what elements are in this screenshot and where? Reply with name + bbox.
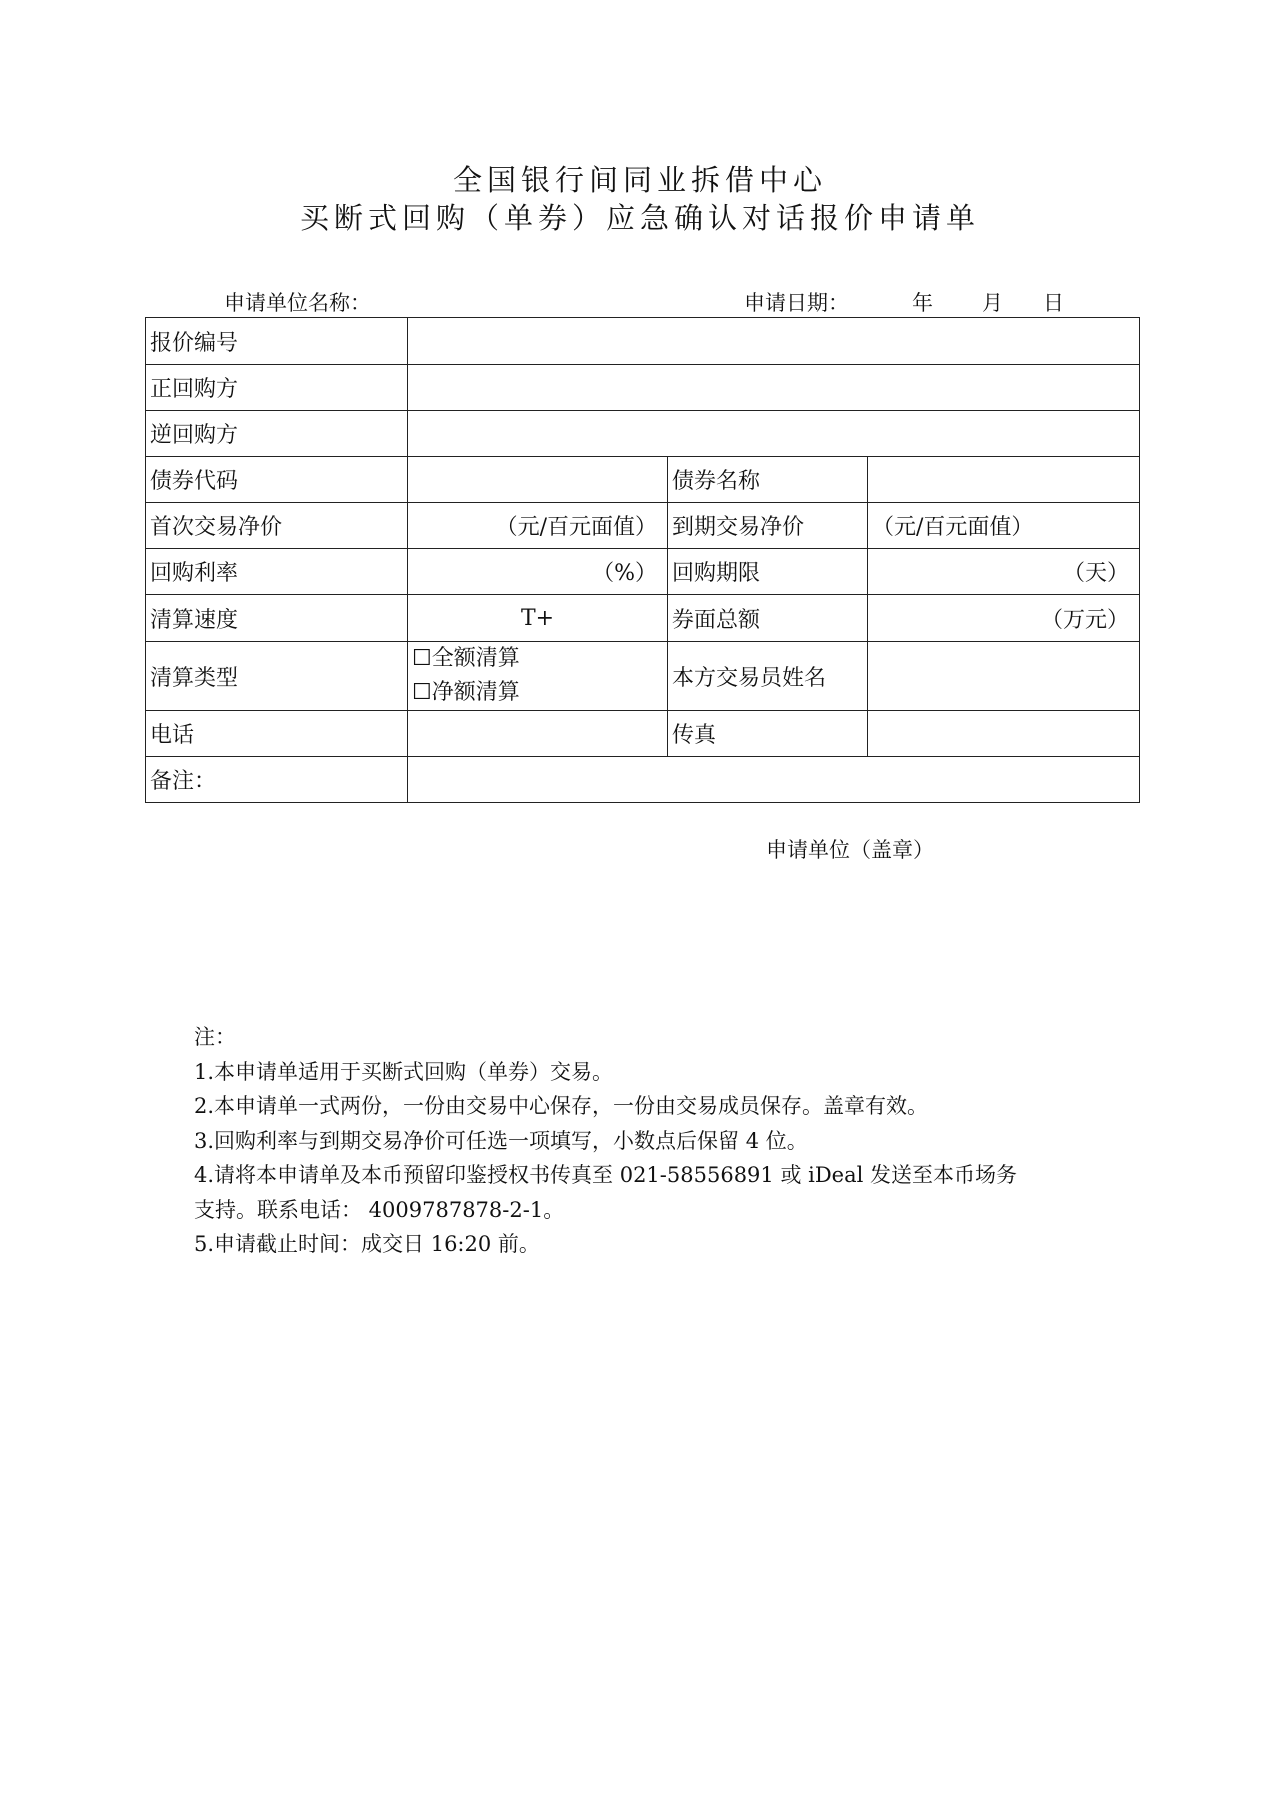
title-line-2: 买断式回购（单券）应急确认对话报价申请单	[299, 201, 980, 235]
settle-speed-field[interactable]: T+	[408, 595, 668, 642]
forward-party-field[interactable]	[408, 365, 1140, 411]
maturity-price-label: 到期交易净价	[668, 503, 868, 549]
settle-net-checkbox[interactable]: ☐净额清算	[412, 680, 520, 705]
note-3: 3.回购利率与到期交易净价可任选一项填写，小数点后保留 4 位。	[194, 1128, 808, 1153]
first-price-label: 首次交易净价	[146, 503, 408, 549]
trader-name-field[interactable]	[868, 642, 1140, 711]
note-2: 2.本申请单一式两份，一份由交易中心保存，一份由交易成员保存。盖章有效。	[194, 1094, 929, 1118]
remarks-label: 备注：	[146, 757, 408, 803]
settle-speed-label: 清算速度	[146, 595, 408, 642]
reverse-party-label: 逆回购方	[146, 411, 408, 457]
reverse-party-field[interactable]	[408, 411, 1140, 457]
face-amount-field[interactable]: （万元）	[868, 595, 1140, 642]
bond-name-field[interactable]	[868, 457, 1140, 503]
bond-name-label: 债券名称	[668, 457, 868, 503]
settle-type-label: 清算类型	[146, 642, 408, 711]
phone-field[interactable]	[408, 711, 668, 757]
phone-label: 电话	[146, 711, 408, 757]
note-4-line-1: 4.请将本申请单及本币预留印鉴授权书传真至 021-58556891 或 iDeal 发送至本币场务	[194, 1163, 1018, 1187]
applicant-stamp-label: 申请单位（盖章）	[766, 838, 934, 862]
bond-code-label: 债券代码	[146, 457, 408, 503]
application-form-table	[145, 317, 1140, 803]
year-label: 年	[912, 291, 933, 315]
face-amount-label: 券面总额	[668, 595, 868, 642]
remarks-field[interactable]	[408, 757, 1140, 803]
first-price-field[interactable]: （元/百元面值）	[408, 503, 668, 549]
forward-party-label: 正回购方	[146, 365, 408, 411]
note-5: 5.申请截止时间：成交日 16:20 前。	[194, 1232, 540, 1256]
day-label: 日	[1043, 291, 1064, 315]
notes-title: 注：	[194, 1025, 236, 1049]
quote-no-field[interactable]	[408, 318, 1140, 365]
application-date-label: 申请日期：	[744, 291, 849, 315]
note-1: 1.本申请单适用于买断式回购（单券）交易。	[194, 1059, 614, 1084]
repo-term-label: 回购期限	[668, 549, 868, 595]
settle-type-options	[408, 642, 668, 711]
fax-label: 传真	[668, 711, 868, 757]
notes-section	[194, 1020, 1114, 1262]
repo-rate-label: 回购利率	[146, 549, 408, 595]
quote-no-label: 报价编号	[146, 318, 408, 365]
repo-rate-field[interactable]: （%）	[408, 549, 668, 595]
maturity-price-field[interactable]: （元/百元面值）	[868, 503, 1140, 549]
settle-full-checkbox[interactable]: ☐全额清算	[412, 646, 520, 671]
trader-name-label: 本方交易员姓名	[668, 642, 868, 711]
month-label: 月	[982, 291, 1003, 315]
note-4-line-2: 支持。联系电话： 4009787878-2-1。	[194, 1197, 565, 1222]
applicant-org-label: 申请单位名称：	[224, 291, 371, 315]
title-line-1: 全国银行间同业拆借中心	[452, 163, 827, 197]
fax-field[interactable]	[868, 711, 1140, 757]
repo-term-field[interactable]: （天）	[868, 549, 1140, 595]
bond-code-field[interactable]	[408, 457, 668, 503]
